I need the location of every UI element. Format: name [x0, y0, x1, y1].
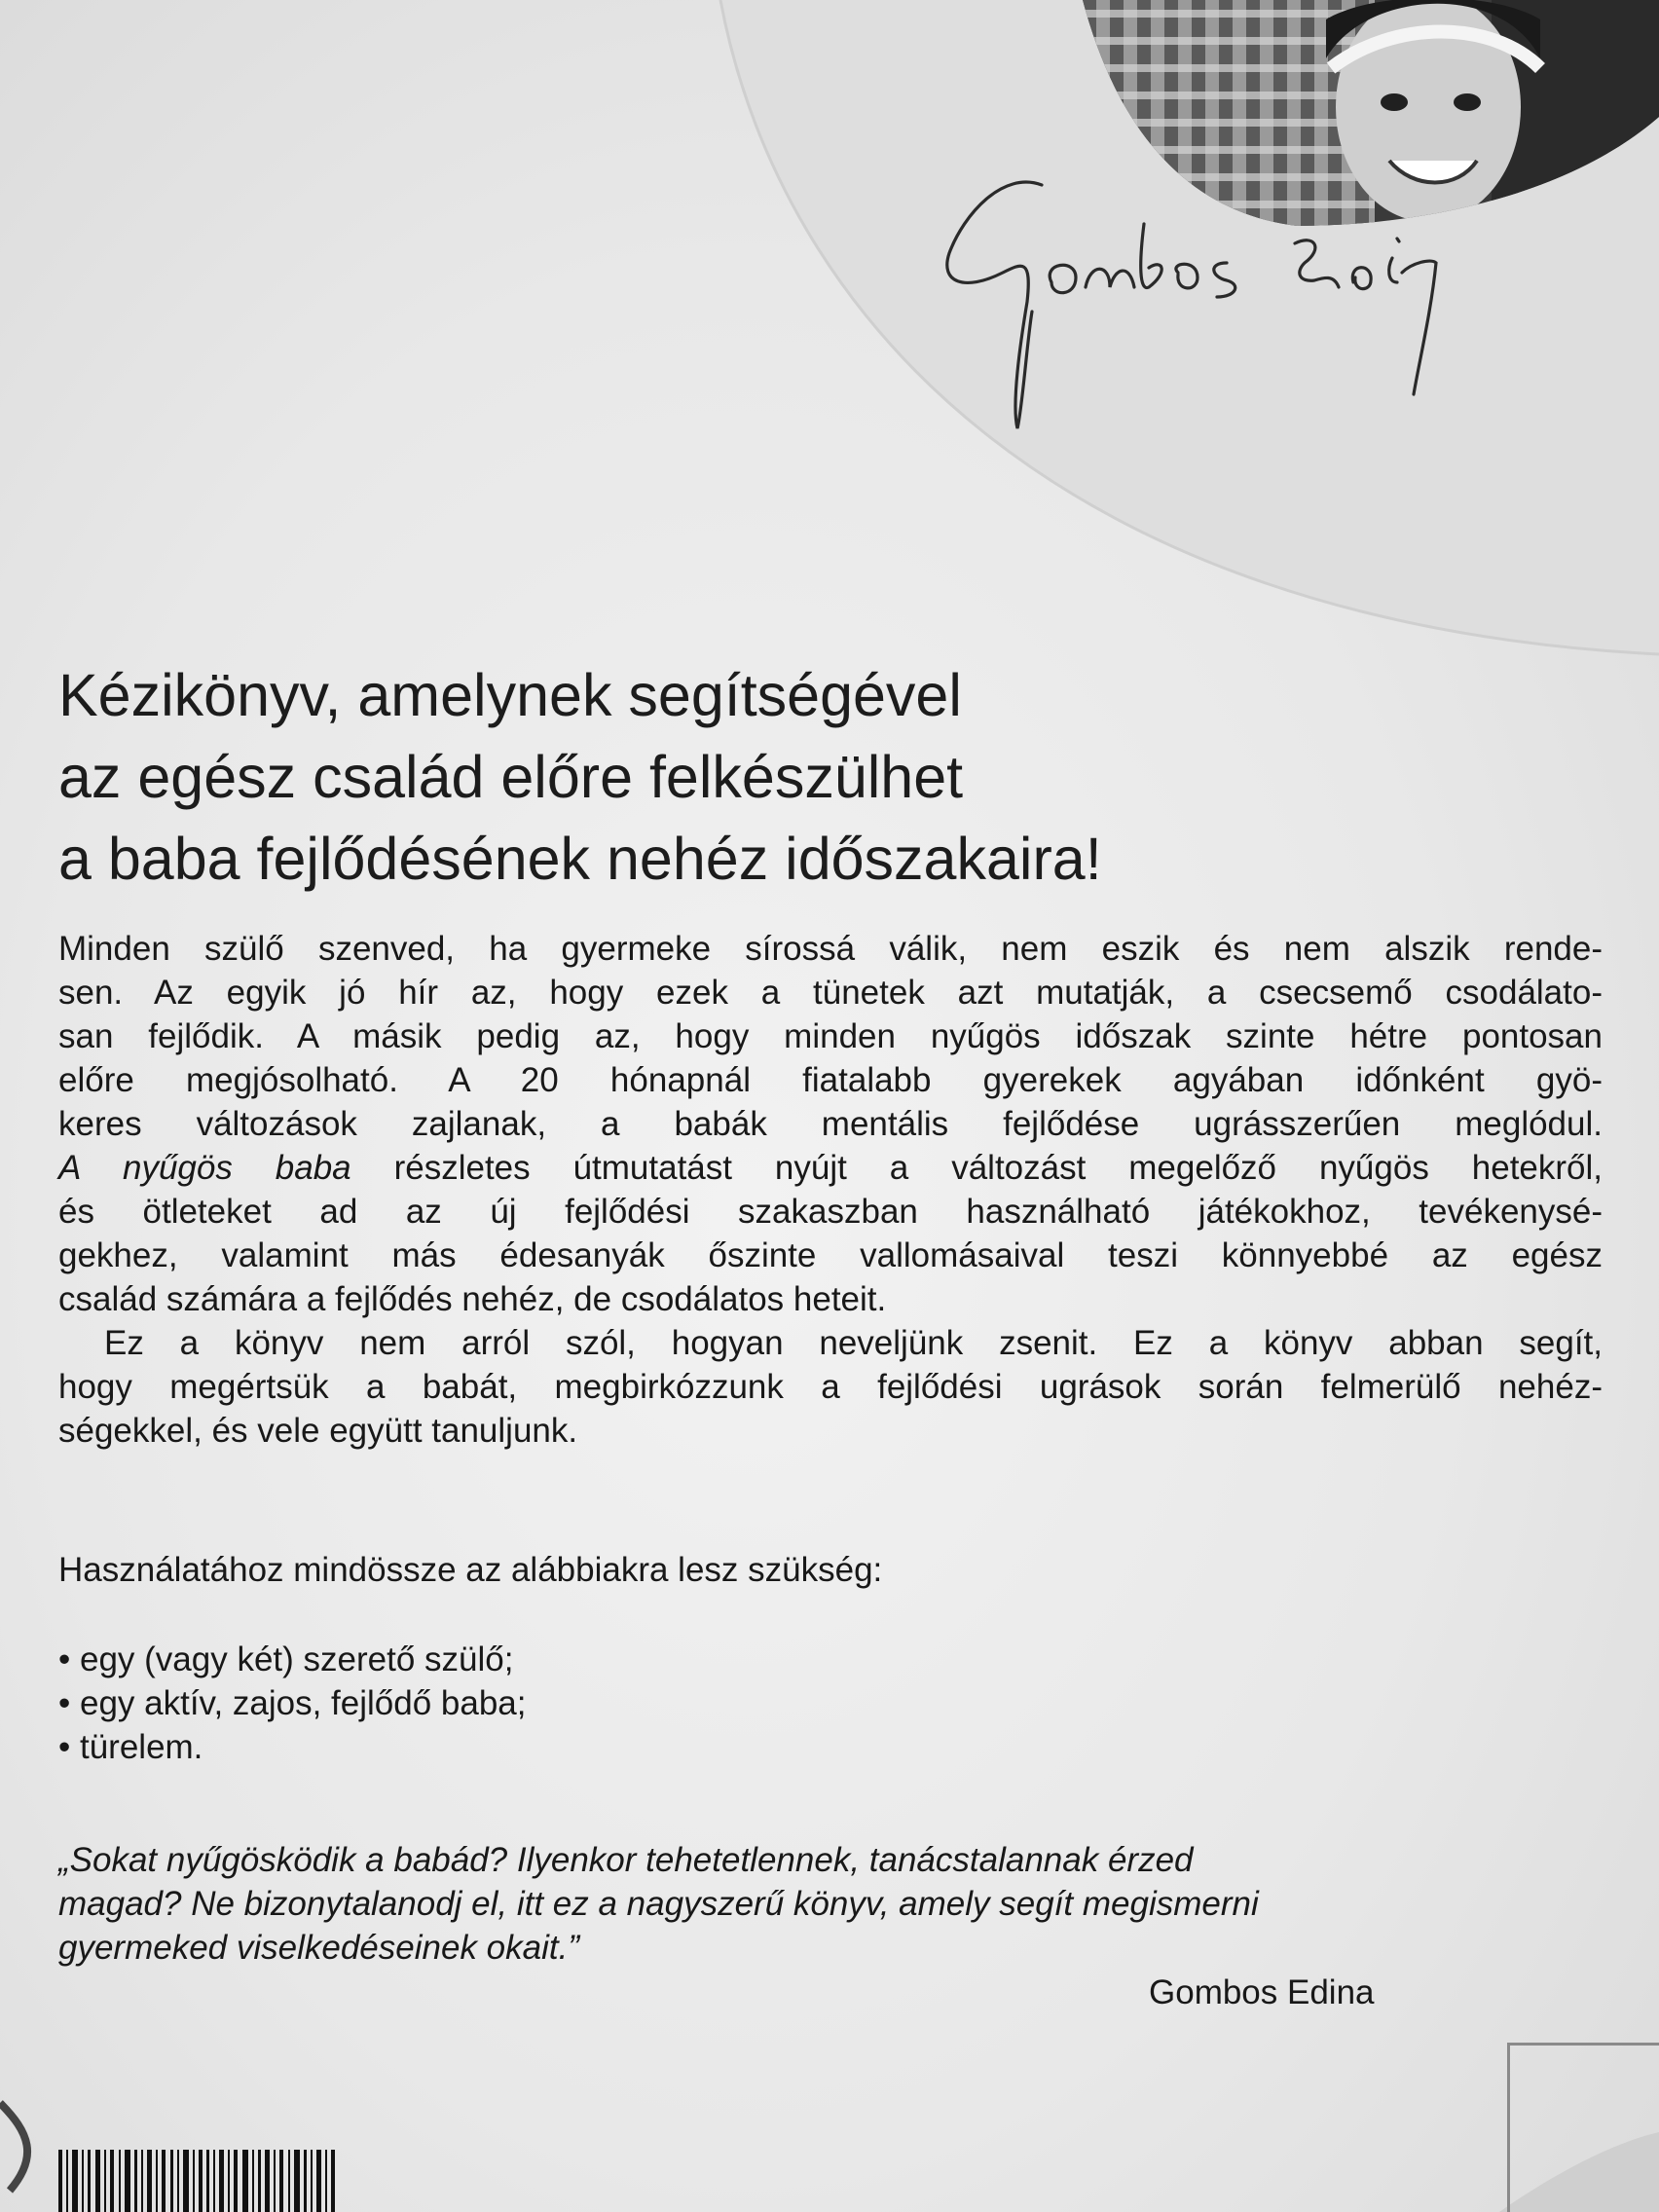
list-item: • türelem.	[58, 1728, 203, 1766]
book-title-italic: A nyűgös baba	[58, 1149, 351, 1187]
text-line: keres változások zajlanak, a babák mentális fejlődése ugrásszerűen meglódul.	[58, 1105, 1603, 1143]
quote-author: Gombos Edina	[1149, 1973, 1375, 2011]
text-line	[58, 1146, 1603, 1190]
text-line: sen. Az egyik jó hír az, hogy ezek a tünetek azt mutatják, a csecsemő csodálato-	[58, 974, 1603, 1012]
barcode	[58, 2150, 341, 2212]
quote-line: gyermeked viselkedéseinek okait.”	[58, 1929, 579, 1967]
text-line: család számára a fejlődés nehéz, de csodálatos heteit.	[58, 1280, 887, 1318]
description-text	[58, 927, 1603, 1453]
headline	[58, 654, 1460, 900]
testimonial-quote	[58, 1838, 1603, 1970]
text-line: előre megjósolható. A 20 hónapnál fiatalabb gyerekek agyában időnként gyö-	[58, 1061, 1603, 1099]
quote-line: „Sokat nyűgösködik a babád? Ilyenkor tehetetlennek, tanácstalannak érzed	[58, 1841, 1194, 1879]
text-line: hogy megértsük a babát, megbirkózzunk a fejlődési ugrások során felmerülő nehéz-	[58, 1368, 1603, 1406]
list-item: • egy aktív, zajos, fejlődő baba;	[58, 1684, 527, 1722]
list-item: • egy (vagy két) szerető szülő;	[58, 1641, 514, 1678]
text-line: Ez a könyv nem arról szól, hogyan neveljünk zsenit. Ez a könyv abban segít,	[104, 1324, 1603, 1362]
text-line: san fejlődik. A másik pedig az, hogy minden nyűgös időszak szinte hétre pontosan	[58, 1017, 1603, 1055]
text-line: gekhez, valamint más édesanyák őszinte vallomásaival teszi könnyebbé az egész	[58, 1236, 1603, 1274]
requirements-intro: Használatához mindössze az alábbiakra lesz szükség:	[58, 1551, 883, 1589]
headline-line: az egész család előre felkészülhet	[58, 744, 964, 810]
corner-box	[1507, 2043, 1659, 2212]
headline-line: Kézikönyv, amelynek segítségével	[58, 662, 962, 728]
text-line: ségekkel, és vele együtt tanuljunk.	[58, 1412, 578, 1450]
text-line: és ötleteket ad az új fejlődési szakaszban használható játékokhoz, tevékenysé-	[58, 1193, 1603, 1231]
quote-line: magad? Ne bizonytalanodj el, itt ez a nagyszerű könyv, amely segít megismerni	[58, 1885, 1259, 1923]
headline-line: a baba fejlődésének nehéz időszakaira!	[58, 826, 1102, 892]
text-fragment: részletes útmutatást nyújt a változást megelőző nyűgös hetekről,	[350, 1149, 1604, 1187]
author-signature	[905, 166, 1451, 448]
text-line: Minden szülő szenved, ha gyermeke sírossá válik, nem eszik és nem alszik rende-	[58, 930, 1603, 968]
requirements-list	[58, 1638, 527, 1769]
